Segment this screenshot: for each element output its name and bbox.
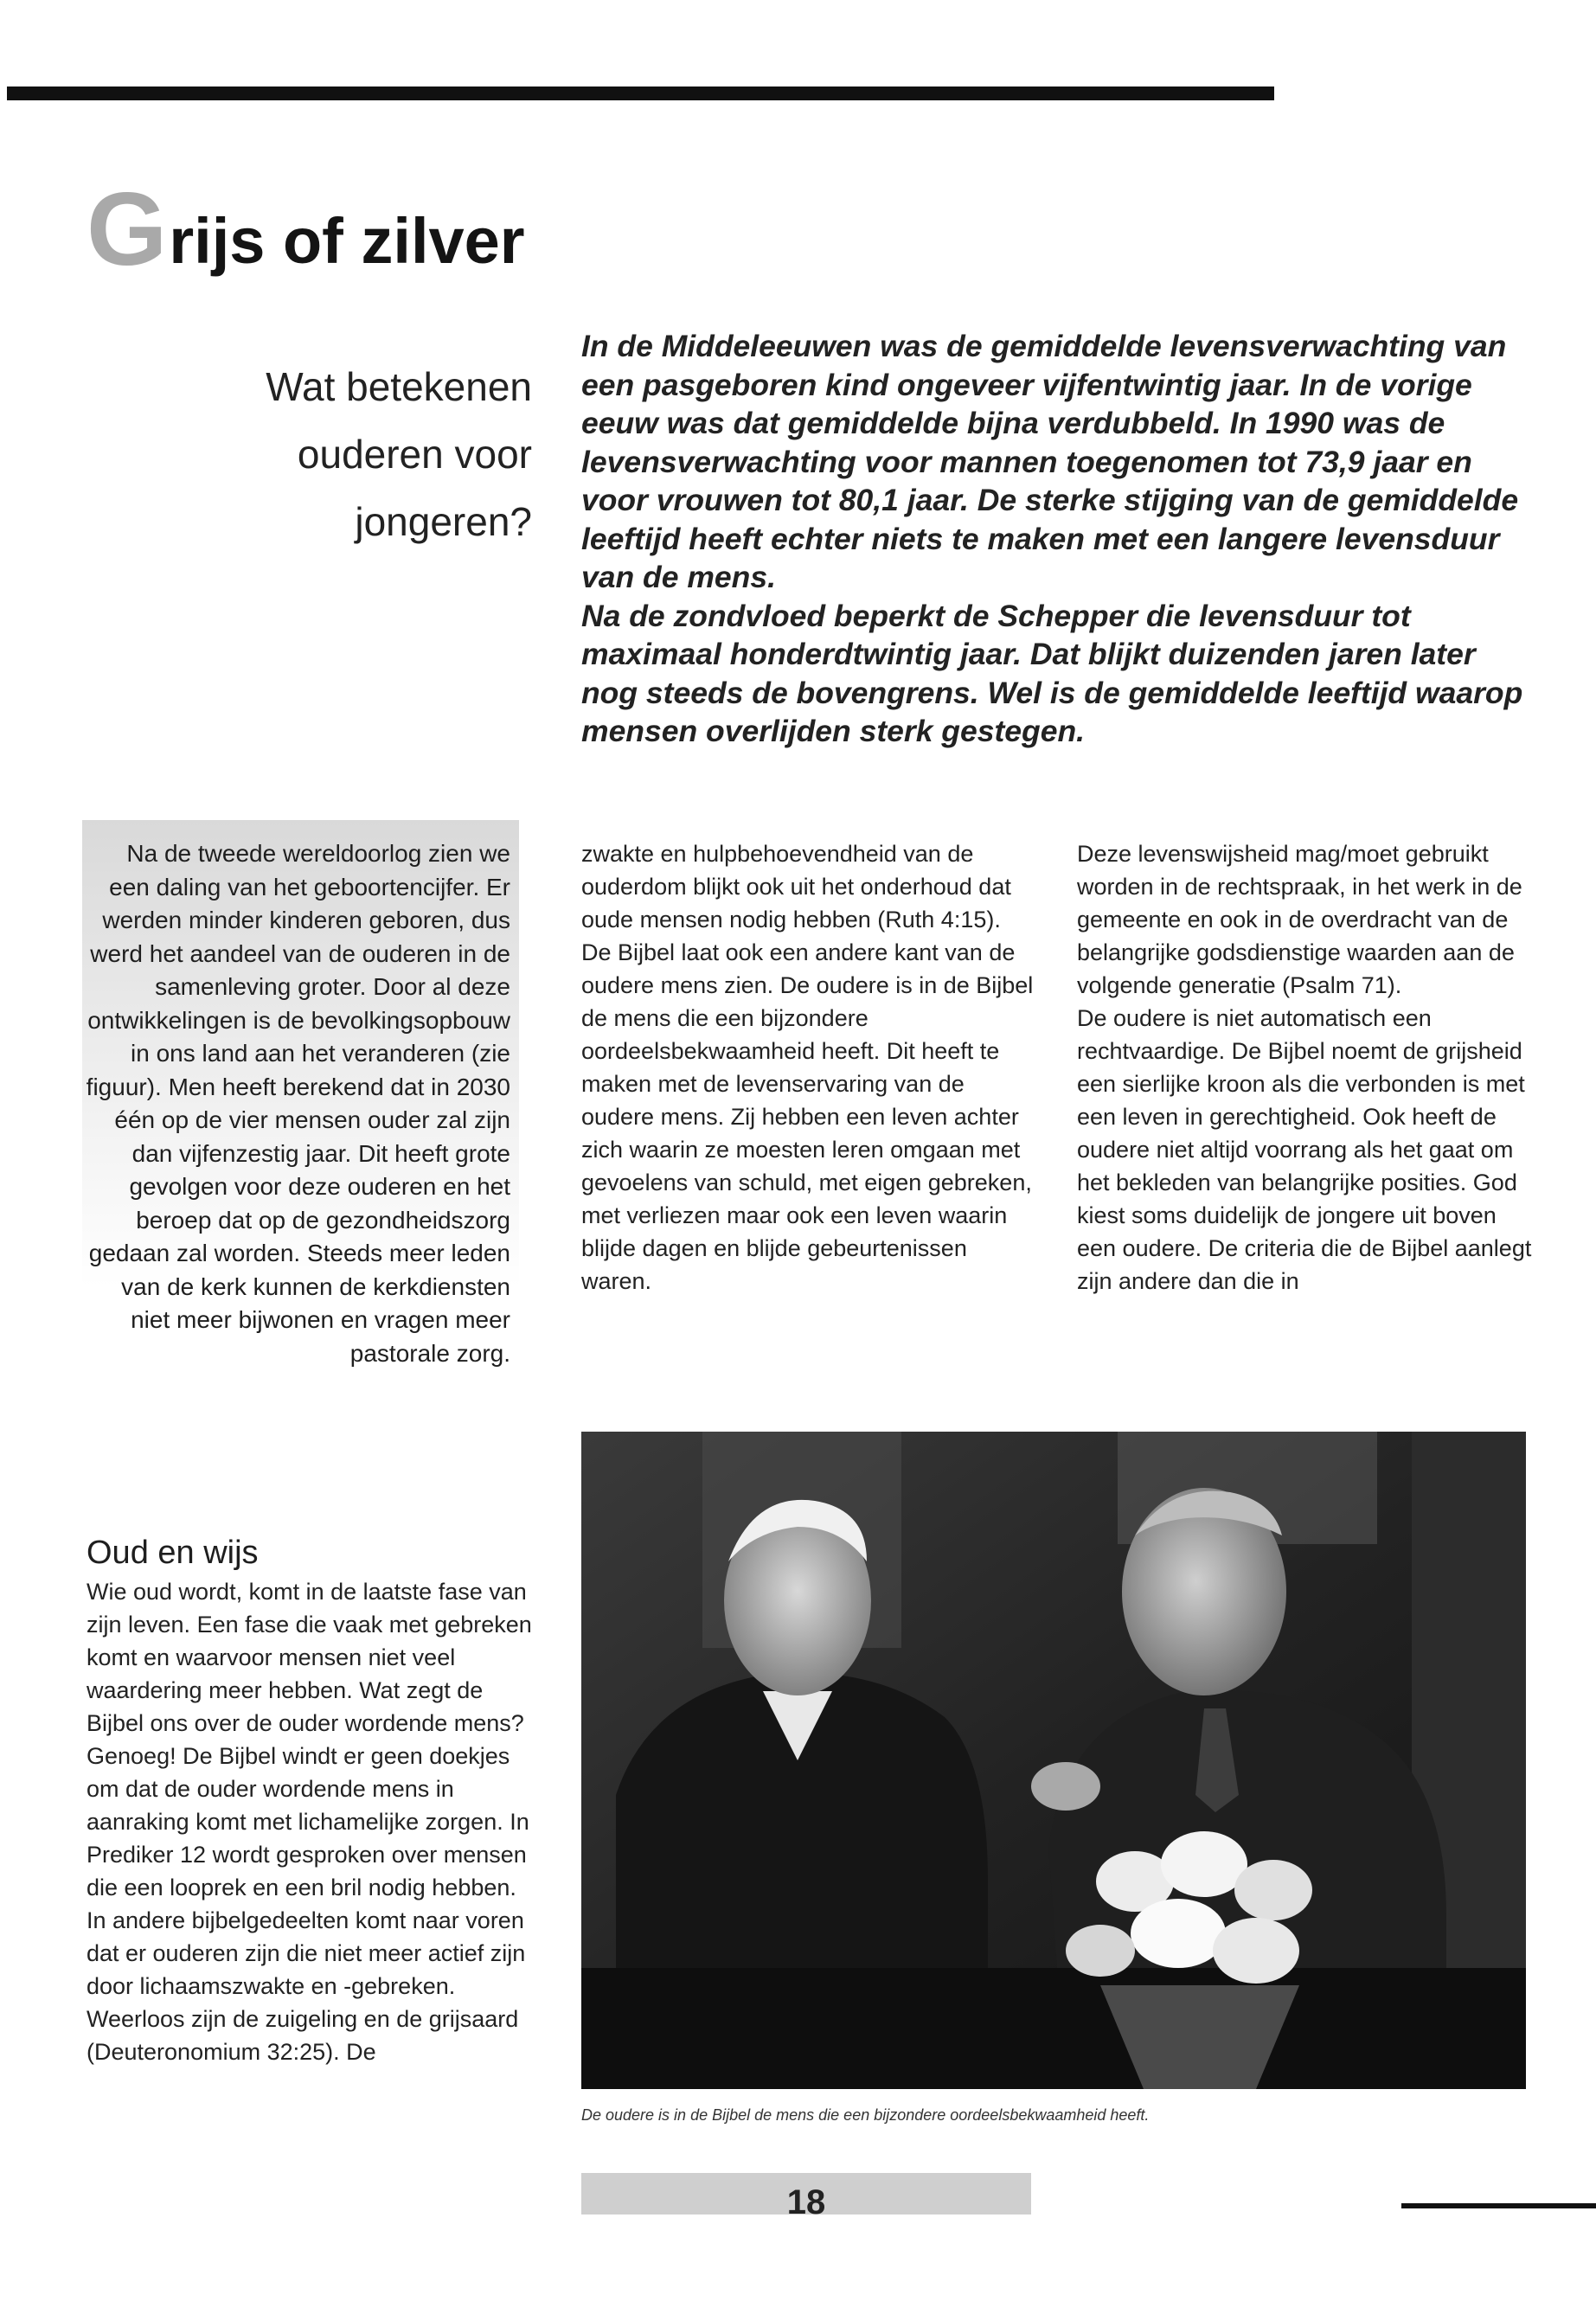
- photo-caption: De oudere is in de Bijbel de mens die een bijzondere oordeelsbekwaamheid heeft.: [581, 2106, 1150, 2124]
- page-number: 18: [786, 2183, 826, 2221]
- subtitle-line-2: ouderen voor: [297, 432, 532, 477]
- title-rest: rijs of zilver: [169, 205, 525, 277]
- photo-two-elderly-men: [581, 1432, 1526, 2089]
- sidebar-text: Na de tweede wereldoorlog zien we een daling van het geboortencijfer. Er werden minder kinderen geboren, dus werd het aandeel van de ouderen in de samenleving groter. Door al deze ontwikkelingen is de bevolkingsopbouw in ons land aan het veranderen (zie figuur). Men heeft berekend dat in 2030 één op de vier mensen ouder zal zijn dan vijfenzestig jaar. Dit heeft grote gevolgen voor deze ouderen en het beroep dat op de gezondheidszorg gedaan zal worden. Steeds meer leden van de kerk kunnen de kerkdiensten niet meer bijwonen en vragen meer pastorale zorg.: [86, 840, 510, 1367]
- photo-hand: [1031, 1762, 1100, 1811]
- column-middle: [581, 837, 1040, 1298]
- title-initial: G: [87, 171, 168, 287]
- col-mid-paragraph-1: zwakte en hulpbehoevendheid van de ouderdom blijkt ook uit het onderhoud dat oude mensen nodig hebben (Ruth 4:15).: [581, 841, 1011, 933]
- photo-table: [581, 1968, 1526, 2089]
- intro-paragraph-1: In de Middeleeuwen was de gemiddelde levensverwachting van een pasgeboren kind ongeveer vijfentwintig jaar. In de vorige eeuw was dat gemiddelde bijna verdubbeld. In 1990 was de levensverwachting voor mannen toegenomen tot 73,9 jaar en voor vrouwen tot 80,1 jaar. De sterke stijging van de gemiddelde leeftijd heeft echter niets te maken met een langere levensduur van de mens.: [581, 329, 1519, 594]
- column-left: [87, 1535, 532, 2068]
- col-mid-paragraph-2: De Bijbel laat ook een andere kant van de oudere mens zien. De oudere is in de Bijbel de mens die een bijzondere oordeelsbekwaamheid heeft. Dit heeft te maken met de levenservaring van de oudere mens. Zij hebben een leven achter zich waarin ze moesten leren omgaan met gevoelens van schuld, met eigen gebreken, met verliezen maar ook een leven waarin blijde dagen en blijde gebeurtenissen waren.: [581, 939, 1034, 1294]
- col-left-paragraph: Wie oud wordt, komt in de laatste fase van zijn leven. Een fase die vaak met gebreken komt en waarvoor mensen niet veel waardering meer hebben. Wat zegt de Bijbel ons over de ouder wordende mens? Genoeg! De Bijbel windt er geen doekjes om dat de ouder wordende mens in aanraking komt met lichamelijke zorgen. In Prediker 12 wordt gesproken over mensen die een looprek en een bril nodig hebben. In andere bijbelgedeelten komt naar voren dat er ouderen zijn die niet meer actief zijn door lichaamszwakte en -gebreken. Weerloos zijn de zuigeling en de grijsaard (Deuteronomium 32:25). De: [87, 1579, 532, 2065]
- intro-paragraph-2: Na de zondvloed beperkt de Schepper die levensduur tot maximaal honderdtwintig jaar. Dat blijkt duizenden jaren later nog steeds de bovengrens. Wel is de gemiddelde leeftijd waarop mensen overlijden sterk gestegen.: [581, 598, 1523, 748]
- sidebar-box: [82, 820, 519, 1443]
- page-number-band: [581, 2173, 1031, 2221]
- top-rule: [7, 87, 1274, 100]
- col-right-paragraph-2: De oudere is niet automatisch een rechtvaardige. De Bijbel noemt de grijsheid een sierlijke kroon als die verbonden is met een leven in gerechtigheid. Ook heeft de oudere niet altijd voorrang als het gaat om het bekleden van belangrijke posities. God kiest soms duidelijk de jongere uit boven een oudere. De criteria die de Bijbel aanlegt zijn andere dan die in: [1077, 1005, 1532, 1294]
- article-title: [87, 171, 525, 287]
- column-right: [1077, 837, 1535, 1298]
- subtitle-line-3: jongeren?: [355, 499, 532, 544]
- subtitle-line-1: Wat betekenen: [266, 364, 532, 409]
- col-right-paragraph-1: Deze levenswijsheid mag/moet gebruikt worden in de rechtspraak, in het werk in de gemeente en ook in de overdracht van de belangrijke godsdienstige waarden aan de volgende generatie (Psalm 71).: [1077, 841, 1522, 998]
- section-heading: Oud en wijs: [87, 1535, 259, 1571]
- bottom-rule: [1401, 2203, 1596, 2208]
- intro-block: [581, 327, 1533, 751]
- article-subtitle: [160, 353, 532, 555]
